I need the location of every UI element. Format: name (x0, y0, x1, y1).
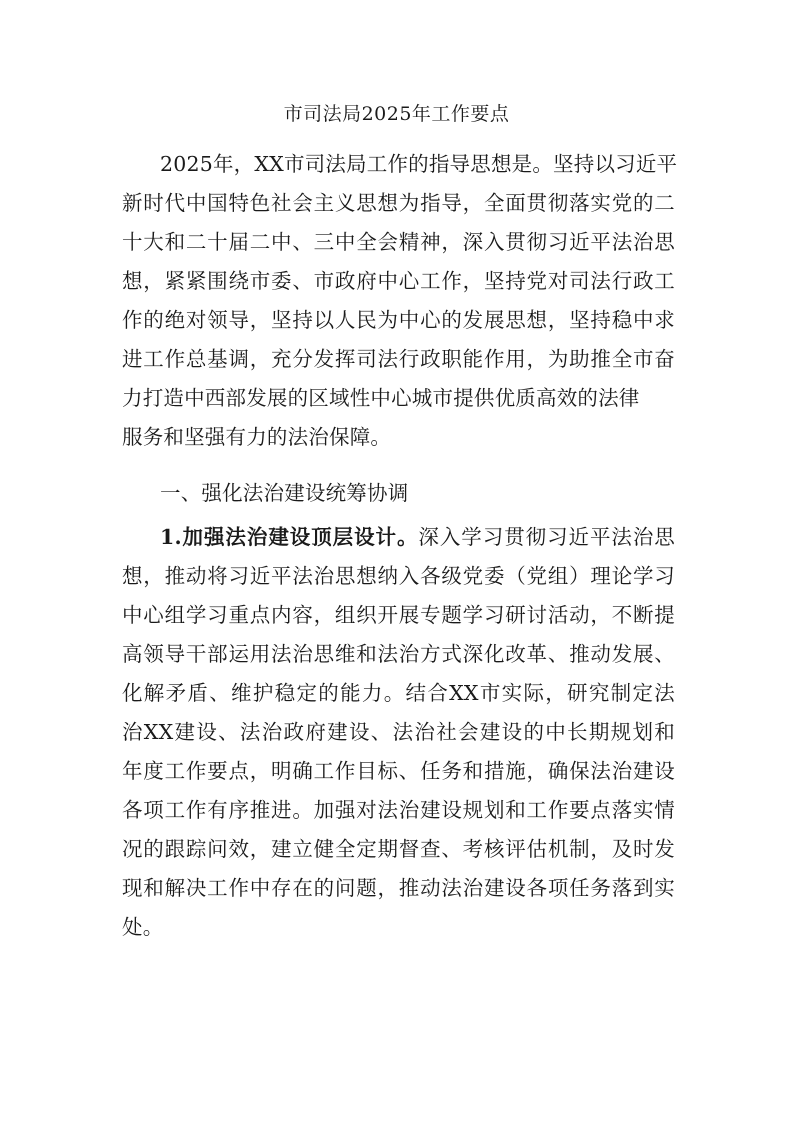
item-1-line: 处。 (122, 915, 164, 939)
item-1-line: 治XX建设、法治政府建设、法治社会建设的中长期规划和 (122, 720, 675, 744)
item-1-line: 现和解决工作中存在的问题，推动法治建设各项任务落到实 (122, 876, 675, 900)
item-1-line: 况的跟踪问效，建立健全定期督查、考核评估机制，及时发 (122, 837, 675, 861)
section-heading: 一、强化法治建设统筹协调 (160, 481, 409, 505)
intro-line: 作的绝对领导，坚持以人民为中心的发展思想，坚持稳中求 (122, 308, 675, 332)
item-1-first-line (160, 523, 675, 551)
document-title: 市司法局2025年工作要点 (283, 103, 510, 125)
item-1-first-rest: 深入学习贯彻习近平法治思 (418, 525, 675, 549)
intro-line: 力打造中西部发展的区域性中心城市提供优质高效的法律 (122, 386, 640, 410)
intro-line: 想，紧紧围绕市委、市政府中心工作，坚持党对司法行政工 (122, 269, 675, 293)
item-1-line: 化解矛盾、维护稳定的能力。结合XX市实际，研究制定法 (122, 681, 675, 705)
intro-line: 2025年，XX市司法局工作的指导思想是。坚持以习近平 (160, 152, 678, 176)
item-1-line: 想，推动将习近平法治思想纳入各级党委（党组）理论学习 (122, 564, 675, 588)
item-1-line: 高领导干部运用法治思维和法治方式深化改革、推动发展、 (122, 642, 675, 666)
intro-line: 服务和坚强有力的法治保障。 (122, 425, 392, 449)
intro-line: 进工作总基调，充分发挥司法行政职能作用，为助推全市奋 (122, 347, 675, 371)
item-1-line: 年度工作要点，明确工作目标、任务和措施，确保法治建设 (122, 759, 675, 783)
intro-line: 十大和二十届二中、三中全会精神，深入贯彻习近平法治思 (122, 230, 675, 254)
item-1-line: 中心组学习重点内容，组织开展专题学习研讨活动，不断提 (122, 603, 675, 627)
intro-line: 新时代中国特色社会主义思想为指导，全面贯彻落实党的二 (122, 191, 675, 215)
item-1-heading: 1.加强法治建设顶层设计。 (160, 525, 419, 549)
item-1-line: 各项工作有序推进。加强对法治建设规划和工作要点落实情 (122, 798, 675, 822)
